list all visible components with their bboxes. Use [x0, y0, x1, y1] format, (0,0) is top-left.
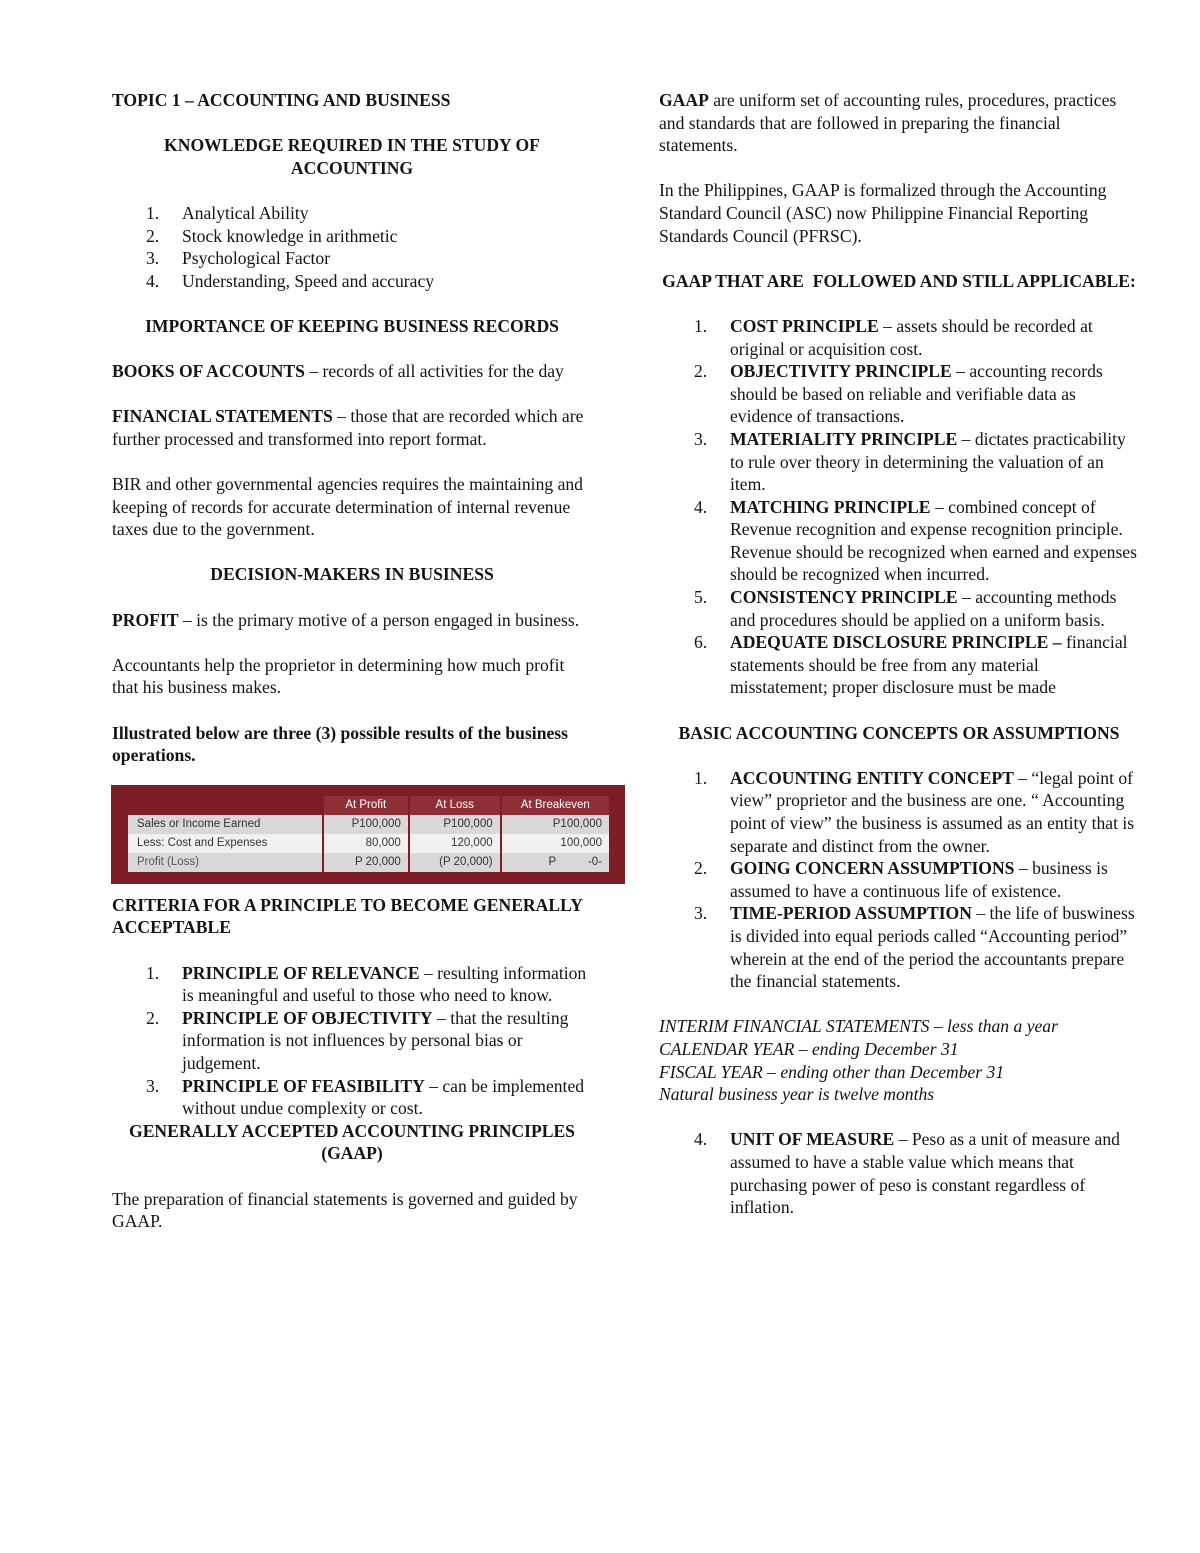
list-item: 4. MATCHING PRINCIPLE – combined concept of Revenue recognition and expense recognition principle. Revenue should be recognized when earned and expenses should be recognized when incurred.: [694, 496, 1137, 585]
table-cell: P100,000: [323, 815, 409, 834]
list-item: 3. Psychological Factor: [146, 248, 331, 269]
list-item: 2. PRINCIPLE OF OBJECTIVITY – that the resulting information is not influences by personal bias or judgement.: [146, 1007, 569, 1073]
table-cell: 80,000: [323, 834, 409, 853]
criteria-heading: CRITERIA FOR A PRINCIPLE TO BECOME GENERALLY ACCEPTABLE: [112, 894, 583, 938]
note-line: Natural business year is twelve months: [659, 1084, 935, 1105]
table-row: [128, 815, 609, 834]
table-row: [128, 853, 609, 872]
accountants-paragraph: Accountants help the proprietor in determining how much profit that his business makes.: [112, 654, 565, 698]
note-line: INTERIM FINANCIAL STATEMENTS – less than a year: [659, 1016, 1058, 1037]
list-item: 2. OBJECTIVITY PRINCIPLE – accounting records should be based on reliable and verifiable data as evidence of transactions.: [694, 361, 1103, 427]
knowledge-heading: KNOWLEDGE REQUIRED IN THE STUDY OF ACCOUNTING: [164, 135, 540, 178]
principles-list: [659, 315, 1139, 699]
fs-paragraph: FINANCIAL STATEMENTS – those that are recorded which are further processed and transformed into report format.: [112, 406, 584, 449]
table-cell: Less: Cost and Expenses: [128, 834, 323, 853]
table-cell: P -0-: [501, 853, 609, 872]
bir-paragraph: BIR and other governmental agencies requires the maintaining and keeping of records for accurate determination of internal revenue taxes due to the government.: [112, 474, 583, 540]
list-item: 4. Understanding, Speed and accuracy: [146, 270, 435, 291]
table-header: At Profit: [323, 796, 409, 815]
concepts-list: [659, 767, 1139, 993]
gaap-heading: GENERALLY ACCEPTED ACCOUNTING PRINCIPLES (GAAP): [129, 1120, 575, 1164]
list-item: 3. PRINCIPLE OF FEASIBILITY – can be implemented without undue complexity or cost.: [146, 1075, 585, 1119]
list-item: 6. ADEQUATE DISCLOSURE PRINCIPLE – financial statements should be free from any material misstatement; proper disclosure must be made: [694, 632, 1128, 698]
knowledge-list: [112, 202, 592, 292]
list-item: 2. GOING CONCERN ASSUMPTIONS – business is assumed to have a continuous life of existence.: [694, 858, 1108, 901]
right-column: [659, 89, 1139, 1219]
gaap-definition: GAAP are uniform set of accounting rules, procedures, practices and standards that are followed in preparing the financial statements.: [659, 90, 1117, 156]
topic-title: TOPIC 1 – ACCOUNTING AND BUSINESS: [112, 90, 451, 110]
table-cell: 120,000: [409, 834, 501, 853]
table-header-blank: [128, 796, 323, 815]
list-item: 5. CONSISTENCY PRINCIPLE – accounting methods and procedures should be applied on a uniform basis.: [694, 587, 1117, 630]
list-item: 1. COST PRINCIPLE – assets should be recorded at original or acquisition cost.: [694, 315, 1093, 359]
table-cell: P 20,000: [323, 853, 409, 872]
importance-heading: IMPORTANCE OF KEEPING BUSINESS RECORDS: [145, 315, 559, 336]
philippines-paragraph: In the Philippines, GAAP is formalized through the Accounting Standard Council (ASC) now Philippine Financial Reporting Standards Council (PFRSC).: [659, 180, 1107, 246]
period-notes: [659, 1015, 1139, 1105]
results-table: [127, 796, 609, 872]
criteria-list: [112, 962, 592, 1120]
profit-paragraph: PROFIT – is the primary motive of a person engaged in business.: [112, 609, 580, 630]
table-cell: P100,000: [409, 815, 501, 834]
table-cell: (P 20,000): [409, 853, 501, 872]
decision-heading: DECISION-MAKERS IN BUSINESS: [210, 564, 494, 585]
gaap-intro: The preparation of financial statements is governed and guided by GAAP.: [112, 1188, 578, 1232]
followed-heading: GAAP THAT ARE FOLLOWED AND STILL APPLICABLE:: [662, 270, 1136, 291]
concepts-heading: BASIC ACCOUNTING CONCEPTS OR ASSUMPTIONS: [678, 722, 1120, 743]
left-column: [112, 89, 602, 1233]
list-item: 2. Stock knowledge in arithmetic: [146, 225, 398, 246]
illustrated-paragraph: Illustrated below are three (3) possible results of the business operations.: [112, 722, 568, 766]
list-item: 1. PRINCIPLE OF RELEVANCE – resulting information is meaningful and useful to those who need to know.: [146, 962, 587, 1006]
list-item: 3. TIME-PERIOD ASSUMPTION – the life of buswiness is divided into equal periods called “Accounting period” wherein at the end of the period the accountants prepare the financial statements.: [694, 903, 1135, 992]
table-cell: Sales or Income Earned: [128, 815, 323, 834]
results-table-image: [111, 785, 625, 884]
table-header: At Breakeven: [501, 796, 609, 815]
list-item: 4. UNIT OF MEASURE – Peso as a unit of measure and assumed to have a stable value which means that purchasing power of peso is constant regardless of inflation.: [694, 1129, 1120, 1218]
table-cell: Profit (Loss): [128, 853, 323, 872]
table-header: At Loss: [409, 796, 501, 815]
unit-list: [659, 1128, 1139, 1218]
table-cell: P100,000: [501, 815, 609, 834]
table-cell: 100,000: [501, 834, 609, 853]
note-line: FISCAL YEAR – ending other than December 31: [659, 1061, 1005, 1082]
list-item: 1. ACCOUNTING ENTITY CONCEPT – “legal point of view” proprietor and the business are one. “ Accounting point of view” the business is assumed as an entity that is separate and distinct from the owner.: [694, 767, 1135, 856]
list-item: 1. Analytical Ability: [146, 202, 309, 223]
note-line: CALENDAR YEAR – ending December 31: [659, 1038, 959, 1059]
books-paragraph: BOOKS OF ACCOUNTS – records of all activities for the day: [112, 361, 564, 382]
table-row: [128, 834, 609, 853]
list-item: 3. MATERIALITY PRINCIPLE – dictates practicability to rule over theory in determining the valuation of an item.: [694, 428, 1126, 495]
